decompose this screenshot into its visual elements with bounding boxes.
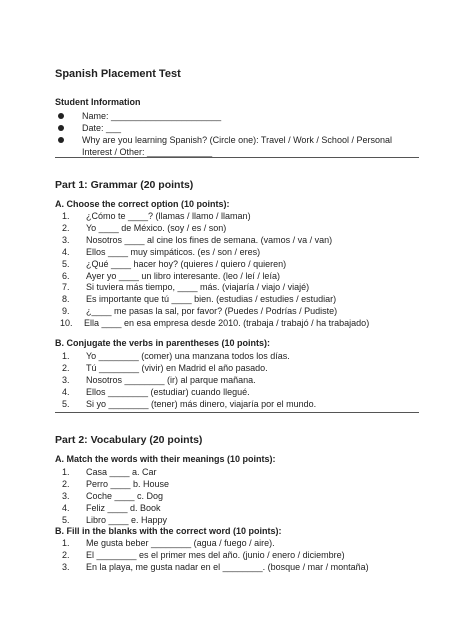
- list-item: 5. Libro ____ e. Happy: [62, 514, 168, 525]
- part1-b-heading: B. Conjugate the verbs in parentheses (10 points):: [55, 338, 271, 348]
- list-item: 2. Perro ____ b. House: [62, 478, 170, 489]
- student-info-heading: Student Information: [55, 97, 141, 107]
- student-info-reason: Why are you learning Spanish? (Circle one): Travel / Work / School / Personal: [57, 134, 417, 146]
- part2-b-list: [60, 538, 420, 574]
- list-item: 9. ¿____ me pasas la sal, por favor? (Puedes / Podrías / Pudiste): [62, 306, 338, 317]
- student-info-name: Name: ______________________: [57, 110, 417, 122]
- list-item: 1. Yo ________ (comer) una manzana todos los días.: [62, 351, 290, 361]
- list-item: 6. Ayer yo ____ un libro interesante. (leo / leí / leía): [62, 270, 280, 281]
- list-item: 1. ¿Cómo te ____? (llamas / llamo / llaman): [62, 211, 251, 221]
- list-item: 2. El ________ es el primer mes del año. (junio / enero / diciembre): [62, 549, 345, 560]
- student-info-reason-cont: Interest / Other: _____________: [82, 147, 213, 157]
- bullet-icon: [58, 113, 64, 119]
- list-item: 2. Tú ________ (vivir) en Madrid el año pasado.: [62, 362, 268, 373]
- bullet-icon: [58, 125, 64, 131]
- student-info-list: [57, 110, 417, 158]
- list-item: 1. Casa ____ a. Car: [62, 467, 157, 477]
- student-info-date: Date: ___: [57, 122, 417, 134]
- list-item: 4. Ellos ________ (estudiar) cuando llegué.: [62, 386, 250, 397]
- list-item: 8. Es importante que tú ____ bien. (estudias / estudies / estudiar): [62, 294, 337, 305]
- list-item: 1. Me gusta beber ________ (agua / fuego / aire).: [62, 538, 275, 548]
- section-divider: [55, 157, 419, 158]
- list-item: 5. ¿Qué ____ hacer hoy? (quieres / quiero / quieren): [62, 258, 287, 269]
- section-divider: [55, 412, 419, 413]
- part1-b-list: [60, 351, 420, 411]
- list-item: 4. Feliz ____ d. Book: [62, 502, 161, 513]
- part2-b-heading: B. Fill in the blanks with the correct word (10 points):: [55, 526, 282, 536]
- list-item: 3. Nosotros ________ (ir) al parque mañana.: [62, 374, 256, 385]
- list-item: 3. Nosotros ____ al cine los fines de semana. (vamos / va / van): [62, 234, 333, 245]
- list-item: 10. Ella ____ en esa empresa desde 2010. (trabaja / trabajó / ha trabajado): [60, 318, 370, 329]
- list-item: 2. Yo ____ de México. (soy / es / son): [62, 222, 227, 233]
- part2-a-heading: A. Match the words with their meanings (10 points):: [55, 454, 276, 464]
- list-item: 3. Coche ____ c. Dog: [62, 490, 164, 501]
- list-item: 5. Si yo ________ (tener) más dinero, viajaría por el mundo.: [62, 398, 317, 409]
- list-item: 4. Ellos ____ muy simpáticos. (es / son / eres): [62, 246, 261, 257]
- list-item: 7. Si tuviera más tiempo, ____ más. (viajaría / viajo / viajé): [62, 282, 310, 293]
- part1-a-list: [60, 211, 420, 330]
- part2-a-list: [60, 467, 420, 527]
- part2-title: Part 2: Vocabulary (20 points): [55, 434, 203, 446]
- list-item: 3. En la playa, me gusta nadar en el ________. (bosque / mar / montaña): [62, 561, 369, 572]
- part1-a-heading: A. Choose the correct option (10 points):: [55, 199, 230, 209]
- document-title: Spanish Placement Test: [55, 68, 181, 80]
- bullet-icon: [58, 137, 64, 143]
- part1-title: Part 1: Grammar (20 points): [55, 179, 194, 191]
